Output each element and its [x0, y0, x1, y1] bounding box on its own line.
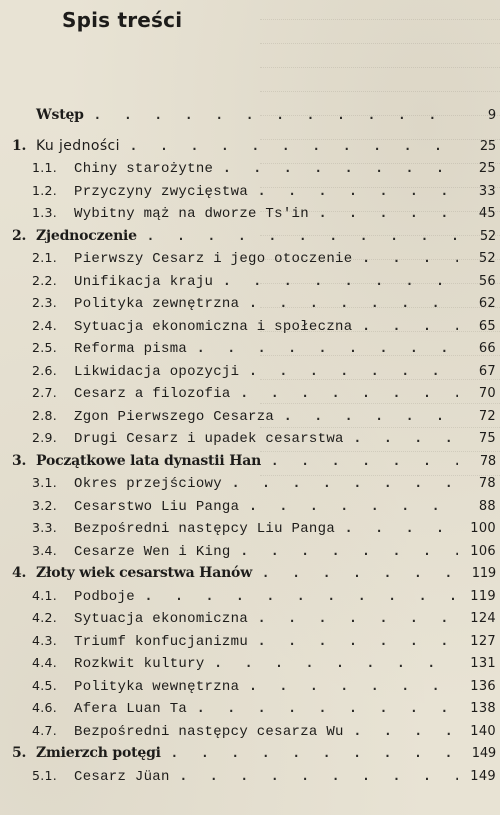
toc-entry-number: 3.4.: [32, 542, 58, 558]
toc-entry-number: 2.: [12, 227, 27, 244]
toc-entry-number: 4.4.: [32, 655, 58, 670]
dot-leader: [248, 184, 458, 198]
toc-subsection-row: [0, 318, 500, 341]
dot-leader: [205, 656, 458, 670]
toc-subsection-row: [0, 205, 500, 228]
dot-leader: [309, 206, 458, 220]
toc-page-number: 52: [479, 228, 496, 244]
toc-section-row: [0, 745, 500, 768]
toc-entry-title: Cesarstwo Liu Panga: [74, 498, 240, 515]
dot-leader: [231, 544, 458, 558]
toc-entry-title: Okres przejściowy: [74, 476, 222, 492]
toc-entry-title: Początkowe lata dynastii Han: [36, 452, 262, 469]
toc-section-row: [0, 228, 500, 251]
toc-entry-number: 4.1.: [32, 587, 58, 603]
toc-entry-title: Bezpośredni następcy cesarza Wu: [74, 723, 344, 740]
toc-entry-title: Triumf konfucjanizmu: [74, 633, 249, 650]
toc-page-number: 131: [470, 656, 496, 671]
dot-leader: [248, 611, 458, 625]
dot-leader: [335, 521, 458, 535]
toc-page-number: 124: [470, 611, 496, 626]
toc-subsection-row: [0, 588, 500, 611]
toc-entry-title: Cesarz Jüan: [74, 768, 170, 785]
toc-subsection-row: [0, 340, 500, 363]
toc-entry-number: 2.6.: [32, 362, 58, 378]
toc-section-row: [0, 565, 500, 588]
toc-subsection-row: [0, 543, 500, 566]
toc-subsection-row: [0, 475, 500, 498]
toc-page-number: 52: [478, 251, 496, 266]
toc-subsection-row: [0, 655, 500, 678]
toc-entry-title: Rozkwit kultury: [74, 656, 205, 672]
toc-entry-title: Sytuacja ekonomiczna: [74, 611, 249, 627]
toc-entry-number: 3.1.: [32, 475, 58, 490]
toc-subsection-row: [0, 295, 500, 318]
toc-page-number: 75: [478, 431, 496, 446]
toc-page-number: 136: [470, 678, 496, 694]
toc-page-number: 119: [471, 566, 496, 581]
toc-page-number: 25: [479, 138, 496, 154]
dot-leader: [344, 724, 458, 738]
dot-leader: [239, 296, 458, 310]
toc-entry-number: 4.6.: [32, 700, 58, 715]
toc-entry-number: 3.: [12, 452, 27, 469]
toc-entry-number: 5.: [12, 745, 27, 761]
dot-leader: [352, 319, 458, 333]
toc-entry-title: Drugi Cesarz i upadek cesarstwa: [74, 431, 344, 447]
toc-page-number: 56: [478, 273, 496, 289]
toc-entry-title: Chiny starożytne: [74, 161, 214, 177]
toc-entry-title: Polityka zewnętrzna: [74, 296, 240, 312]
toc-subsection-row: [0, 408, 500, 431]
toc-page-number: 100: [470, 521, 496, 536]
toc-entry-title: Wybitny mąż na dworze Ts'in: [74, 206, 309, 222]
toc-entry-title: Pierwszy Cesarz i jego otoczenie: [74, 251, 353, 267]
toc-page-number: 67: [478, 363, 496, 379]
toc-entry-title: Afera Luan Ta: [74, 701, 188, 717]
toc-entry-title: Unifikacja kraju: [74, 273, 214, 290]
toc-page-number: 66: [478, 341, 496, 356]
dot-leader: [170, 769, 458, 783]
toc-page-number: 33: [478, 183, 496, 199]
toc-subsection-row: [0, 700, 500, 723]
toc-subsection-row: [0, 610, 500, 633]
toc-page-number: 9: [487, 108, 496, 123]
toc-entry-number: 4.7.: [32, 722, 58, 738]
dot-leader: [344, 431, 458, 445]
toc-subsection-row: [0, 498, 500, 521]
toc-page-number: 149: [470, 768, 496, 784]
toc-entry-number: 3.2.: [32, 497, 58, 513]
dot-leader: [187, 341, 458, 355]
toc-section-row: [0, 138, 500, 161]
dot-leader: [213, 274, 458, 288]
toc-page-number: 70: [478, 386, 496, 401]
toc-entry-number: 2.3.: [32, 295, 58, 310]
toc-entry-title: Bezpośredni następcy Liu Panga: [74, 521, 336, 537]
toc-subsection-row: [0, 520, 500, 543]
dot-leader: [261, 454, 458, 468]
toc-entry-title: Podboje: [74, 588, 135, 605]
dot-leader: [187, 701, 458, 715]
toc-entry-title: Sytuacja ekonomiczna i społeczna: [74, 318, 353, 335]
toc-page-number: 140: [470, 723, 496, 739]
toc-entry-number: 2.7.: [32, 385, 58, 400]
toc-page-number: 119: [470, 588, 496, 604]
toc-entry-title: Reforma pisma: [74, 341, 188, 357]
toc-entry-title: Ku jedności: [36, 137, 120, 154]
dot-leader: [161, 746, 458, 760]
toc-entry-number: 1.3.: [32, 205, 58, 220]
toc-page-number: 106: [470, 543, 496, 559]
page-title: Spis treści: [62, 8, 183, 32]
toc-subsection-row: [0, 273, 500, 296]
toc-entry-number: 2.4.: [32, 317, 58, 333]
toc-entry-title: Cesarz a filozofia: [74, 386, 231, 402]
toc-entry-title: Przyczyny zwycięstwa: [74, 183, 249, 200]
toc-entry-number: 2.5.: [32, 340, 58, 355]
dot-leader: [239, 364, 458, 378]
toc-entry-number: 2.9.: [32, 430, 58, 445]
dot-leader: [222, 476, 458, 490]
toc-entry-number: 4.: [12, 565, 27, 581]
dot-leader: [239, 679, 458, 693]
dot-leader: [84, 108, 458, 122]
toc-subsection-row: [0, 430, 500, 453]
toc-page-number: 72: [478, 408, 496, 424]
toc-entry-number: 5.1.: [32, 767, 58, 783]
toc-section-row: [0, 107, 500, 130]
toc-entry-number: 4.5.: [32, 677, 58, 693]
toc-page-number: 138: [470, 701, 496, 716]
toc-entry-number: 1.: [12, 137, 27, 154]
dot-leader: [213, 161, 458, 175]
toc-entry-number: 2.2.: [32, 272, 58, 288]
toc-entry-title: Złoty wiek cesarstwa Hanów: [36, 565, 253, 581]
toc-subsection-row: [0, 363, 500, 386]
toc-page-number: 45: [478, 206, 496, 221]
dot-leader: [274, 409, 458, 423]
toc-page-number: 25: [478, 161, 496, 176]
toc-entry-number: 1.1.: [32, 160, 58, 175]
toc-entry-title: Polityka wewnętrzna: [74, 678, 240, 695]
toc-entry-number: 2.1.: [32, 250, 58, 265]
toc-list: [0, 107, 500, 790]
dot-leader: [135, 589, 458, 603]
dot-leader: [231, 386, 458, 400]
dot-leader: [120, 139, 458, 153]
toc-page-number: 88: [478, 498, 496, 514]
toc-subsection-row: [0, 768, 500, 791]
toc-page-number: 78: [478, 476, 496, 491]
toc-entry-number: 2.8.: [32, 407, 58, 423]
toc-entry-title: Zjednoczenie: [36, 227, 137, 244]
toc-entry-number: 1.2.: [32, 182, 58, 198]
toc-subsection-row: [0, 250, 500, 273]
toc-subsection-row: [0, 160, 500, 183]
toc-subsection-row: [0, 633, 500, 656]
dot-leader: [252, 566, 458, 580]
dot-leader: [137, 229, 458, 243]
toc-subsection-row: [0, 385, 500, 408]
toc-entry-title: Zmierzch potęgi: [36, 745, 161, 761]
toc-entry-title: Cesarze Wen i King: [74, 543, 231, 560]
toc-subsection-row: [0, 723, 500, 746]
toc-section-row: [0, 453, 500, 476]
dot-leader: [239, 499, 458, 513]
toc-entry-title: Wstęp: [36, 107, 84, 123]
dot-leader: [248, 634, 458, 648]
toc-entry-number: 3.3.: [32, 520, 58, 535]
toc-entry-number: 4.2.: [32, 610, 58, 625]
toc-page-number: 65: [478, 318, 496, 334]
toc-page-number: 149: [471, 746, 496, 761]
toc-page-number: 62: [478, 296, 496, 311]
toc-entry-title: Likwidacja opozycji: [74, 363, 240, 380]
dot-leader: [352, 251, 458, 265]
toc-entry-number: 4.3.: [32, 632, 58, 648]
toc-page-number: 127: [470, 633, 496, 649]
toc-subsection-row: [0, 678, 500, 701]
toc-page-number: 78: [479, 453, 496, 469]
toc-entry-title: Zgon Pierwszego Cesarza: [74, 408, 275, 425]
toc-subsection-row: [0, 183, 500, 206]
